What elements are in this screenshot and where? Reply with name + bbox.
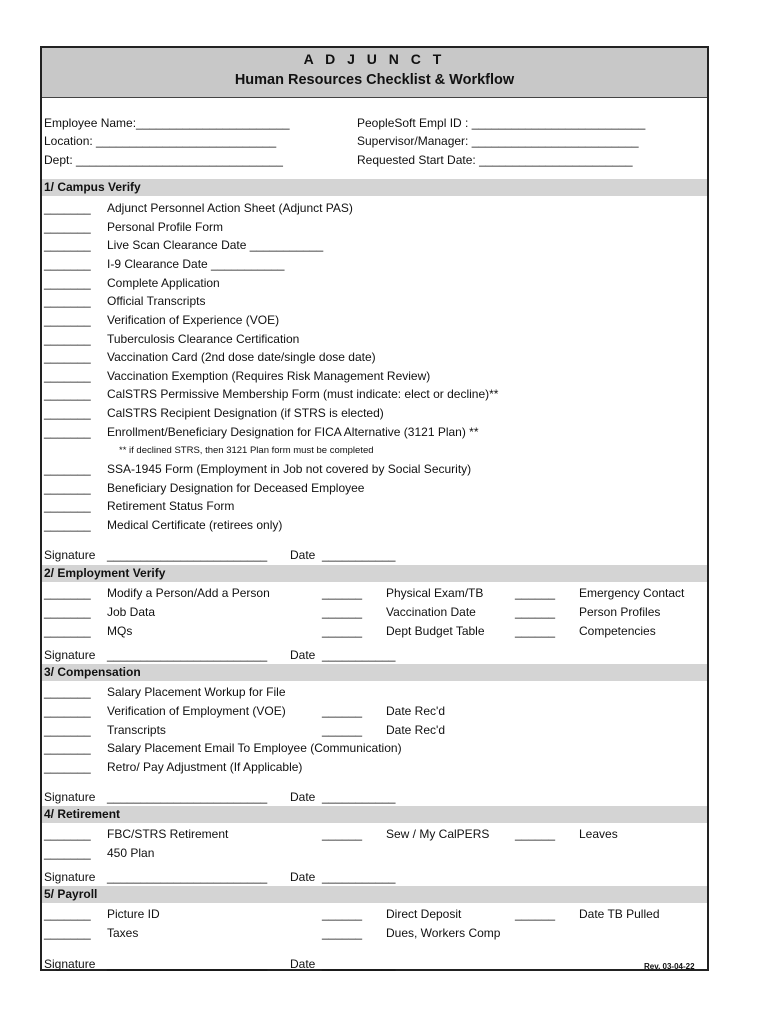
date-recd-label: Date Rec'd <box>386 723 445 737</box>
checklist-item: SSA-1945 Form (Employment in Job not covered by Social Security) <box>107 462 472 476</box>
checkbox-blank[interactable]: ______ <box>515 827 556 841</box>
date-line[interactable]: ___________ <box>322 790 396 804</box>
checklist-item: Vaccination Date <box>386 605 476 619</box>
checkbox-blank[interactable]: _______ <box>44 846 91 860</box>
checklist-item: Modify a Person/Add a Person <box>107 586 270 600</box>
date-line[interactable]: ___________ <box>322 870 396 884</box>
date-recd-label: Date Rec'd <box>386 704 445 718</box>
employee-name-field[interactable]: Employee Name:_______________________ <box>44 116 290 130</box>
supervisor-field[interactable]: Supervisor/Manager: _________________________ <box>357 134 639 148</box>
checklist-item: Retro/ Pay Adjustment (If Applicable) <box>107 760 303 774</box>
checkbox-blank[interactable]: _______ <box>44 907 91 921</box>
signature-label: Signature <box>44 648 96 662</box>
date-label: Date <box>290 648 316 662</box>
checkbox-blank[interactable]: ______ <box>515 605 556 619</box>
signature-line[interactable]: ________________________ <box>107 790 268 804</box>
checklist-item: Leaves <box>579 827 618 841</box>
checkbox-blank[interactable]: _______ <box>44 605 91 619</box>
start-date-field[interactable]: Requested Start Date: _______________________ <box>357 153 633 167</box>
checklist-item: Emergency Contact <box>579 586 685 600</box>
date-label: Date <box>290 957 316 971</box>
checkbox-blank[interactable]: _______ <box>44 332 91 346</box>
checkbox-blank[interactable]: ______ <box>322 586 363 600</box>
checklist-item: Beneficiary Designation for Deceased Employee <box>107 481 365 495</box>
signature-label: Signature <box>44 548 96 562</box>
signature-label: Signature <box>44 870 96 884</box>
checkbox-blank[interactable]: _______ <box>44 425 91 439</box>
checklist-item: Medical Certificate (retirees only) <box>107 518 283 532</box>
signature-line[interactable]: ________________________ <box>107 648 268 662</box>
checkbox-blank[interactable]: _______ <box>44 387 91 401</box>
checklist-item: Physical Exam/TB <box>386 586 484 600</box>
checklist-item: Transcripts <box>107 723 166 737</box>
date-line[interactable]: ___________ <box>322 957 396 971</box>
checkbox-blank[interactable]: _______ <box>44 462 91 476</box>
section-retirement: 4/ Retirement <box>42 806 707 823</box>
checklist-item: Dues, Workers Comp <box>386 926 501 940</box>
checklist-item: Adjunct Personnel Action Sheet (Adjunct PAS) <box>107 201 353 215</box>
checklist-item: Tuberculosis Clearance Certification <box>107 332 300 346</box>
checkbox-blank[interactable]: _______ <box>44 624 91 638</box>
form-title: A D J U N C T <box>303 51 446 67</box>
checklist-item: Personal Profile Form <box>107 220 224 234</box>
date-line[interactable]: ___________ <box>322 648 396 662</box>
strs-note: ** if declined STRS, then 3121 Plan form must be completed <box>119 445 374 456</box>
checkbox-blank[interactable]: _______ <box>44 238 91 252</box>
signature-line[interactable]: ________________________ <box>107 870 268 884</box>
checklist-item: Retirement Status Form <box>107 499 235 513</box>
revision-label: Rev. 03-04-22 <box>644 962 695 971</box>
checklist-item: Salary Placement Email To Employee (Communication) <box>107 741 402 755</box>
checklist-item: Complete Application <box>107 276 220 290</box>
checkbox-blank[interactable]: _______ <box>44 704 91 718</box>
checkbox-blank[interactable]: _______ <box>44 276 91 290</box>
checkbox-blank[interactable]: ______ <box>322 907 363 921</box>
checklist-item: 450 Plan <box>107 846 155 860</box>
checkbox-blank[interactable]: _______ <box>44 481 91 495</box>
date-line[interactable]: ___________ <box>322 548 396 562</box>
signature-line[interactable]: ________________________ <box>107 548 268 562</box>
section-compensation: 3/ Compensation <box>42 664 707 681</box>
section-payroll: 5/ Payroll <box>42 886 707 903</box>
signature-label: Signature <box>44 790 96 804</box>
checklist-item: Dept Budget Table <box>386 624 485 638</box>
checkbox-blank[interactable]: _______ <box>44 220 91 234</box>
checkbox-blank[interactable]: _______ <box>44 827 91 841</box>
checkbox-blank[interactable]: _______ <box>44 741 91 755</box>
form-subtitle: Human Resources Checklist & Workflow <box>234 72 515 88</box>
checkbox-blank[interactable]: _______ <box>44 257 91 271</box>
checklist-item: Verification of Employment (VOE) <box>107 704 286 718</box>
checklist-item: CalSTRS Permissive Membership Form (must indicate: elect or decline)** <box>107 387 499 401</box>
checklist-item: Job Data <box>107 605 156 619</box>
checkbox-blank[interactable]: _______ <box>44 760 91 774</box>
checkbox-blank[interactable]: _______ <box>44 350 91 364</box>
checkbox-blank[interactable]: _______ <box>44 723 91 737</box>
checklist-item: Live Scan Clearance Date ___________ <box>107 238 324 252</box>
hr-checklist-form <box>40 46 709 971</box>
checkbox-blank[interactable]: ______ <box>322 704 363 718</box>
section-campus-verify: 1/ Campus Verify <box>42 179 707 196</box>
signature-line[interactable]: ________________________ <box>107 957 268 971</box>
checkbox-blank[interactable]: ______ <box>322 723 363 737</box>
checkbox-blank[interactable]: ______ <box>322 926 363 940</box>
checklist-item: Competencies <box>579 624 656 638</box>
signature-label: Signature <box>44 957 96 971</box>
checklist-item: Person Profiles <box>579 605 661 619</box>
checklist-item: Vaccination Card (2nd dose date/single dose date) <box>107 350 376 364</box>
checklist-item: Verification of Experience (VOE) <box>107 313 280 327</box>
checkbox-blank[interactable]: _______ <box>44 294 91 308</box>
checklist-item: Salary Placement Workup for File <box>107 685 286 699</box>
checkbox-blank[interactable]: _______ <box>44 586 91 600</box>
checkbox-blank[interactable]: ______ <box>322 605 363 619</box>
checklist-item: FBC/STRS Retirement <box>107 827 229 841</box>
form-header <box>42 48 707 98</box>
section-employment-verify: 2/ Employment Verify <box>42 565 707 582</box>
dept-field[interactable]: Dept: _______________________________ <box>44 153 283 167</box>
checkbox-blank[interactable]: ______ <box>322 827 363 841</box>
checkbox-blank[interactable]: ______ <box>515 624 556 638</box>
checklist-item: Date TB Pulled <box>579 907 660 921</box>
checkbox-blank[interactable]: _______ <box>44 201 91 215</box>
checklist-item: Sew / My CalPERS <box>386 827 490 841</box>
checkbox-blank[interactable]: ______ <box>515 586 556 600</box>
checkbox-blank[interactable]: _______ <box>44 313 91 327</box>
checklist-item: Vaccination Exemption (Requires Risk Management Review) <box>107 369 431 383</box>
checklist-item: Picture ID <box>107 907 160 921</box>
date-label: Date <box>290 548 316 562</box>
location-field[interactable]: Location: ___________________________ <box>44 134 277 148</box>
checkbox-blank[interactable]: _______ <box>44 499 91 513</box>
checkbox-blank[interactable]: _______ <box>44 685 91 699</box>
checkbox-blank[interactable]: _______ <box>44 518 91 532</box>
checkbox-blank[interactable]: ______ <box>322 624 363 638</box>
checkbox-blank[interactable]: _______ <box>44 926 91 940</box>
date-label: Date <box>290 870 316 884</box>
checkbox-blank[interactable]: ______ <box>515 907 556 921</box>
checklist-item: Enrollment/Beneficiary Designation for FICA Alternative (3121 Plan) ** <box>107 425 479 439</box>
checkbox-blank[interactable]: _______ <box>44 406 91 420</box>
checklist-item: MQs <box>107 624 133 638</box>
checklist-item: Official Transcripts <box>107 294 206 308</box>
checkbox-blank[interactable]: _______ <box>44 369 91 383</box>
date-label: Date <box>290 790 316 804</box>
checklist-item: Direct Deposit <box>386 907 462 921</box>
checklist-item: CalSTRS Recipient Designation (if STRS is elected) <box>107 406 384 420</box>
checklist-item: I-9 Clearance Date ___________ <box>107 257 285 271</box>
peoplesoft-id-field[interactable]: PeopleSoft Empl ID : __________________________ <box>357 116 646 130</box>
checklist-item: Taxes <box>107 926 139 940</box>
